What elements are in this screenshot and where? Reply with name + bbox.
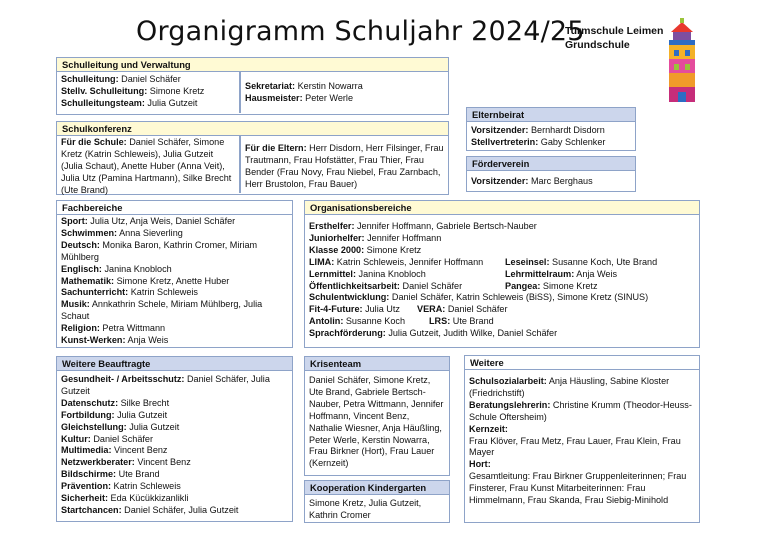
- krisenteam-text: Daniel Schäfer, Simone Kretz, Ute Brand, Gabriele Bertsch-Nauber, Petra Wittmann, Jennifer Hoffmann, Vincent Benz, Nathalie Wiesner, Anja Häußling, Peter Werle, Kerstin Nowarra, Frau Birkner (Hort), Frau Lauer (Kernzeit): [309, 375, 444, 469]
- page-title: Organigramm Schuljahr 2024/25: [136, 16, 585, 47]
- fachbereiche-list: [57, 215, 292, 348]
- fachbereich-row: Schwimmen: Anna Sieverling: [61, 227, 183, 238]
- weitere-kernzeit-text: Frau Klöver, Frau Metz, Frau Lauer, Frau Klein, Frau Mayer: [469, 435, 681, 458]
- beauftragte-row: Sicherheit: Eda Kücükkizanlikli: [61, 493, 189, 504]
- beauftragte-row: Startchancen: Daniel Schäfer, Julia Gutzeit: [61, 504, 239, 515]
- fachbereich-row: Englisch: Janina Knobloch: [61, 263, 172, 274]
- kooperation-text: Simone Kretz, Julia Gutzeit, Kathrin Cromer: [309, 498, 422, 520]
- schulkonferenz-header: Schulkonferenz: [57, 122, 448, 136]
- kooperation-header: Kooperation Kindergarten: [305, 481, 449, 495]
- organisation-row: Öffentlichkeitsarbeit: Daniel Schäfer Pangea: Simone Kretz: [309, 280, 598, 291]
- school-name-line1: Turmschule Leimen: [565, 25, 664, 37]
- schulkonferenz-schule: Für die Schule: Daniel Schäfer, Simone Kretz (Katrin Schleweis), Julia Gutzeit (Julia Schaut), Anette Huber (Anna Veit), Julia Utz (Pamina Hartmann), Silke Brecht (Ute Brand): [61, 137, 232, 195]
- beauftragte-row: Bildschirme: Ute Brand: [61, 469, 160, 480]
- schulleitung-header: Schulleitung und Verwaltung: [57, 58, 448, 72]
- organisation-row: Antolin: Susanne Koch LRS: Ute Brand: [309, 316, 494, 327]
- foerderverein-list: [467, 171, 635, 189]
- elternbeirat-list: [467, 122, 635, 150]
- fachbereiche-box: [56, 200, 293, 348]
- schulleitung-box: [56, 57, 449, 115]
- organisation-row: Schulentwicklung: Daniel Schäfer, Katrin Schleweis (BiSS), Simone Kretz (SINUS): [309, 292, 649, 303]
- weitere-box: [464, 355, 700, 523]
- weitere-beratung: Beratungslehrerin: Christine Krumm (Theodor-Heuss-Schule Oftersheim): [469, 399, 692, 422]
- kooperation-box: [304, 480, 450, 523]
- organisation-row: Fit-4-Future: Julia Utz VERA: Daniel Schäfer: [309, 304, 508, 315]
- foerderverein-row: Vorsitzender: Marc Berghaus: [471, 176, 593, 186]
- beauftragte-row: Multimedia: Vincent Benz: [61, 445, 168, 456]
- beauftragte-row: Gesundheit- / Arbeitsschutz: Daniel Schäfer, Julia Gutzeit: [61, 374, 270, 396]
- schulleitung-list: [61, 74, 251, 110]
- fachbereich-row: Sport: Julia Utz, Anja Weis, Daniel Schäfer: [61, 216, 236, 226]
- elternbeirat-header: Elternbeirat: [467, 108, 635, 122]
- schulleitung-row: Stellv. Schulleitung: Simone Kretz: [61, 85, 205, 96]
- foerderverein-header: Förderverein: [467, 157, 635, 171]
- fachbereiche-header: Fachbereiche: [57, 201, 292, 215]
- verwaltung-row: Sekretariat: Kerstin Nowarra: [245, 81, 363, 91]
- organisation-list: [305, 215, 699, 341]
- krisenteam-box: [304, 356, 450, 476]
- organisation-header: Organisationsbereiche: [305, 201, 699, 215]
- weitere-sozialarbeit: Schulsozialarbeit: Anja Häusling, Sabine Kloster (Friedrichstift): [469, 376, 670, 398]
- organisation-box: [304, 200, 700, 348]
- organisation-row: Lernmittel: Janina Knobloch Lehrmittelraum: Anja Weis: [309, 268, 618, 279]
- beauftragte-row: Netzwerkberater: Vincent Benz: [61, 457, 191, 468]
- divider: [239, 72, 241, 113]
- beauftragte-row: Datenschutz: Silke Brecht: [61, 397, 170, 408]
- school-name-line2: Grundschule: [565, 39, 630, 51]
- fachbereich-row: Deutsch: Monika Baron, Kathrin Cromer, Miriam Mühlberg: [61, 239, 258, 262]
- beauftragte-row: Gleichstellung: Julia Gutzeit: [61, 421, 180, 432]
- verwaltung-row: Hausmeister: Peter Werle: [245, 92, 353, 103]
- beauftragte-row: Prävention: Katrin Schleweis: [61, 481, 181, 492]
- organisation-row: Juniorhelfer: Jennifer Hoffmann: [309, 232, 442, 243]
- verwaltung-list: [245, 81, 445, 105]
- fachbereich-row: Religion: Petra Wittmann: [61, 323, 166, 334]
- fachbereich-row: Sachunterricht: Katrin Schleweis: [61, 287, 198, 298]
- divider: [239, 136, 241, 193]
- school-name: [565, 24, 663, 52]
- weitere-list: [465, 370, 699, 508]
- elternbeirat-row: Vorsitzender: Bernhardt Disdorn: [471, 125, 605, 135]
- schulkonferenz-box: [56, 121, 449, 195]
- beauftragte-row: Fortbildung: Julia Gutzeit: [61, 409, 168, 420]
- weitere-kernzeit-label: Kernzeit:: [469, 423, 508, 434]
- beauftragte-box: [56, 356, 293, 522]
- elternbeirat-row: Stellvertreterin: Gaby Schlenker: [471, 136, 606, 147]
- organisation-row: Klasse 2000: Simone Kretz: [309, 244, 422, 255]
- fachbereich-row: Musik: Annkathrin Schele, Miriam Mühlberg, Julia Schaut: [61, 299, 263, 322]
- weitere-hort-text: Gesamtleitung: Frau Birkner Gruppenleiterinnen; Frau Finsterer, Frau Kunst Mitarbeiterinnen: Frau Himmelmann, Frau Skanda, Frau Siebig-Minihold: [469, 471, 687, 506]
- organisation-row: Ersthelfer: Jennifer Hoffmann, Gabriele Bertsch-Nauber: [309, 221, 537, 231]
- beauftragte-row: Kultur: Daniel Schäfer: [61, 433, 153, 444]
- fachbereich-row: Kunst-Werken: Anja Weis: [61, 335, 169, 346]
- krisenteam-header: Krisenteam: [305, 357, 449, 371]
- weitere-hort-label: Hort:: [469, 459, 491, 470]
- elternbeirat-box: [466, 107, 636, 151]
- school-logo-icon: [665, 18, 699, 102]
- beauftragte-list: [57, 371, 292, 518]
- schulkonferenz-eltern: Für die Eltern: Herr Disdorn, Herr Filsinger, Frau Trautmann, Frau Hofstätter, Frau Thier, Frau Bender (Frau Novy, Frau Niebel, Frau Zarnbach, Herr Brustolon, Frau Bauer): [245, 143, 444, 189]
- fachbereich-row: Mathematik: Simone Kretz, Anette Huber: [61, 275, 230, 286]
- organisation-row: Sprachförderung: Julia Gutzeit, Judith Wilke, Daniel Schäfer: [309, 328, 558, 339]
- schulleitung-row: Schulleitung: Daniel Schäfer: [61, 74, 181, 84]
- weitere-header: Weitere: [465, 356, 699, 370]
- foerderverein-box: [466, 156, 636, 192]
- beauftragte-header: Weitere Beauftragte: [57, 357, 292, 371]
- organisation-row: LIMA: Katrin Schleweis, Jennifer Hoffmann Leseinsel: Susanne Koch, Ute Brand: [309, 256, 658, 267]
- schulleitung-row: Schulleitungsteam: Julia Gutzeit: [61, 97, 198, 108]
